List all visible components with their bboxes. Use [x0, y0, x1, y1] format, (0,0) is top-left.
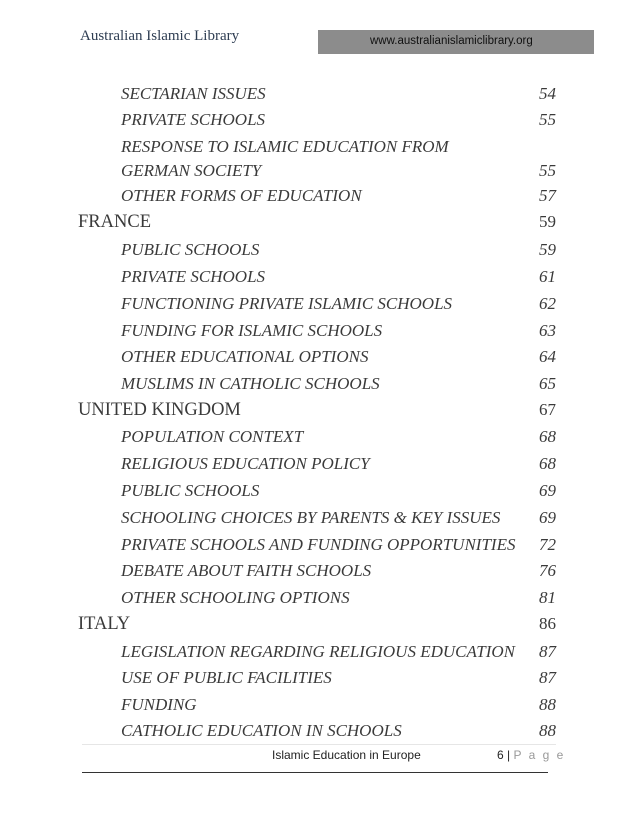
toc-entry-title: RELIGIOUS EDUCATION POLICY — [121, 454, 370, 473]
footer-title: Islamic Education in Europe — [272, 748, 421, 762]
toc-entry-title: PRIVATE SCHOOLS AND FUNDING OPPORTUNITIES — [121, 535, 516, 554]
toc-entry-page: 61 — [539, 267, 556, 286]
toc-entry-page: 86 — [539, 614, 556, 633]
toc-entry-page: 59 — [539, 212, 556, 231]
footer-divider-bottom — [82, 772, 548, 773]
toc-entry-title: PRIVATE SCHOOLS — [121, 267, 266, 286]
toc-entry-title: DEBATE ABOUT FAITH SCHOOLS — [121, 561, 372, 580]
page-separator: | — [507, 748, 511, 762]
toc-entry-title: MUSLIMS IN CATHOLIC SCHOOLS — [121, 374, 380, 393]
toc-entry-page: 87 — [539, 642, 556, 661]
toc-entry-page: 76 — [539, 561, 556, 580]
toc-entry-page: 87 — [539, 668, 556, 687]
toc-entry-page: 88 — [539, 695, 556, 714]
toc-entry-title: ITALY — [78, 614, 131, 634]
toc-entry-title: FUNDING FOR ISLAMIC SCHOOLS — [121, 321, 383, 340]
toc-entry-title: PUBLIC SCHOOLS — [121, 481, 260, 500]
toc-entry-page: 65 — [539, 374, 556, 393]
toc-entry-page: 57 — [539, 186, 556, 205]
toc-entry-page: 68 — [539, 427, 556, 446]
page-label: P a g e — [513, 748, 566, 762]
toc-entry-title: PRIVATE SCHOOLS — [121, 110, 266, 129]
toc-entry-title: OTHER EDUCATIONAL OPTIONS — [121, 347, 369, 366]
toc-entry-title: GERMAN SOCIETY — [121, 161, 262, 180]
library-name: Australian Islamic Library — [80, 28, 240, 44]
toc-entry-title: FUNDING — [121, 695, 197, 714]
toc-entry-title: SCHOOLING CHOICES BY PARENTS & KEY ISSUES — [121, 508, 501, 527]
toc-entry-title: FRANCE — [78, 212, 151, 232]
toc-entry-title: POPULATION CONTEXT — [121, 427, 304, 446]
toc-entry-page: 55 — [539, 110, 556, 129]
page-number: 6 — [497, 748, 504, 762]
footer-divider-top — [82, 744, 556, 745]
toc-entry-title: SECTARIAN ISSUES — [121, 84, 266, 103]
toc-entry-page: 54 — [539, 84, 556, 103]
toc-entry-page: 81 — [539, 588, 556, 607]
toc-entry-page: 64 — [539, 347, 556, 366]
toc-entry-page: 88 — [539, 721, 556, 740]
toc-entry-page: 62 — [539, 294, 556, 313]
library-url[interactable]: www.australianislamiclibrary.org — [370, 35, 533, 47]
toc-entry-title: PUBLIC SCHOOLS — [121, 240, 260, 259]
toc-entry-title: USE OF PUBLIC FACILITIES — [121, 668, 332, 687]
toc-entry-title: RESPONSE TO ISLAMIC EDUCATION FROM — [121, 137, 449, 156]
toc-entry-page: 69 — [539, 481, 556, 500]
toc-entry-page: 69 — [539, 508, 556, 527]
toc-entry-title: OTHER FORMS OF EDUCATION — [121, 186, 362, 205]
footer-page-indicator — [497, 748, 565, 762]
toc-entry-page: 68 — [539, 454, 556, 473]
toc-entry-page: 59 — [539, 240, 556, 259]
toc-entry-title: CATHOLIC EDUCATION IN SCHOOLS — [121, 721, 402, 740]
toc-entry-title: UNITED KINGDOM — [78, 400, 241, 420]
toc-entry-title: OTHER SCHOOLING OPTIONS — [121, 588, 350, 607]
toc-entry-title: LEGISLATION REGARDING RELIGIOUS EDUCATION — [121, 642, 515, 661]
toc-entry-title: FUNCTIONING PRIVATE ISLAMIC SCHOOLS — [121, 294, 453, 313]
toc-entry-page: 63 — [539, 321, 556, 340]
toc-entry-page: 55 — [539, 161, 556, 180]
toc-entry-page: 72 — [539, 535, 556, 554]
toc-entry-page: 67 — [539, 400, 556, 419]
